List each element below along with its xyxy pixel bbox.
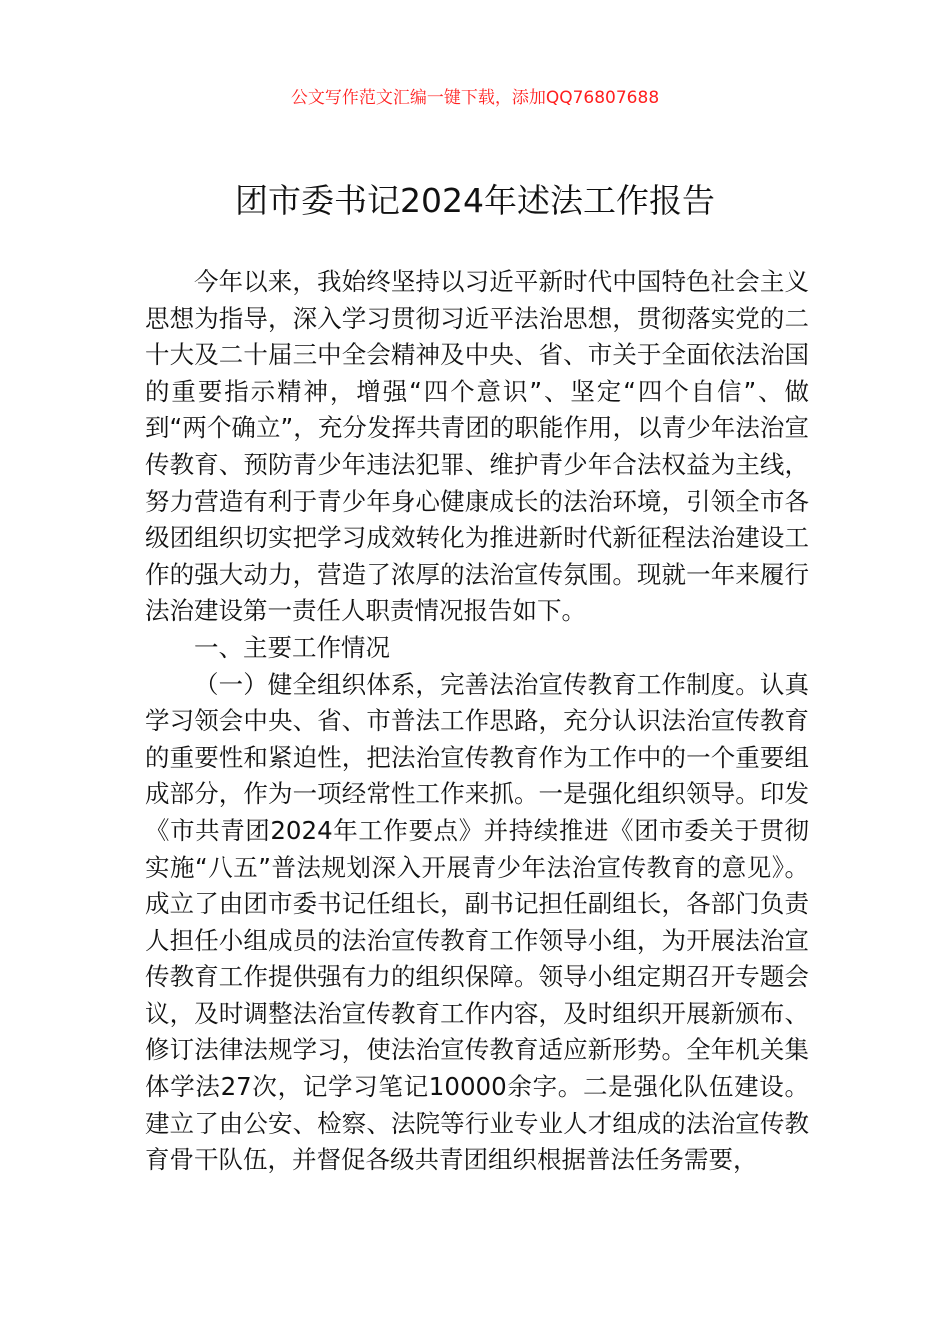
intro-paragraph: 今年以来，我始终坚持以习近平新时代中国特色社会主义思想为指导，深入学习贯彻习近平法治思想，贯彻落实党的二十大及二十届三中全会精神及中央、省、市关于全面依法治国的重要指示精神，增强“四个意识”、坚定“四个自信”、做到“两个确立”，充分发挥共青团的职能作用，以青少年法治宣传教育、预防青少年违法犯罪、维护青少年合法权益为主线，努力营造有利于青少年身心健康成长的法治环境，引领全市各级团组织切实把学习成效转化为推进新时代新征程法治建设工作的强大动力，营造了浓厚的法治宣传氛围。现就一年来履行法治建设第一责任人职责情况报告如下。 [145, 267, 809, 626]
document-body [145, 264, 809, 1179]
subsection-paragraph: （一）健全组织体系，完善法治宣传教育工作制度。认真学习领会中央、省、市普法工作思路，充分认识法治宣传教育的重要性和紧迫性，把法治宣传教育作为工作中的一个重要组成部分，作为一项经常性工作来抓。一是强化组织领导。印发《市共青团2024年工作要点》并持续推进《团市委关于贯彻实施“八五”普法规划深入开展青少年法治宣传教育的意见》。成立了由团市委书记任组长，副书记担任副组长，各部门负责人担任小组成员的法治宣传教育工作领导小组，为开展法治宣传教育工作提供强有力的组织保障。领导小组定期召开专题会议，及时调整法治宣传教育工作内容，及时组织开展新颁布、修订法律法规学习，使法治宣传教育适应新形势。全年机关集体学法27次，记学习笔记10000余字。二是强化队伍建设。建立了由公安、检察、法院等行业专业人才组成的法治宣传教育骨干队伍，并督促各级共青团组织根据普法任务需要， [145, 669, 809, 1175]
section-heading: 一、主要工作情况 [194, 632, 390, 662]
promo-header-text: 公文写作范文汇编一键下载，添加QQ76807688 [290, 88, 660, 108]
document-title: 团市委书记2024年述法工作报告 [235, 181, 715, 220]
